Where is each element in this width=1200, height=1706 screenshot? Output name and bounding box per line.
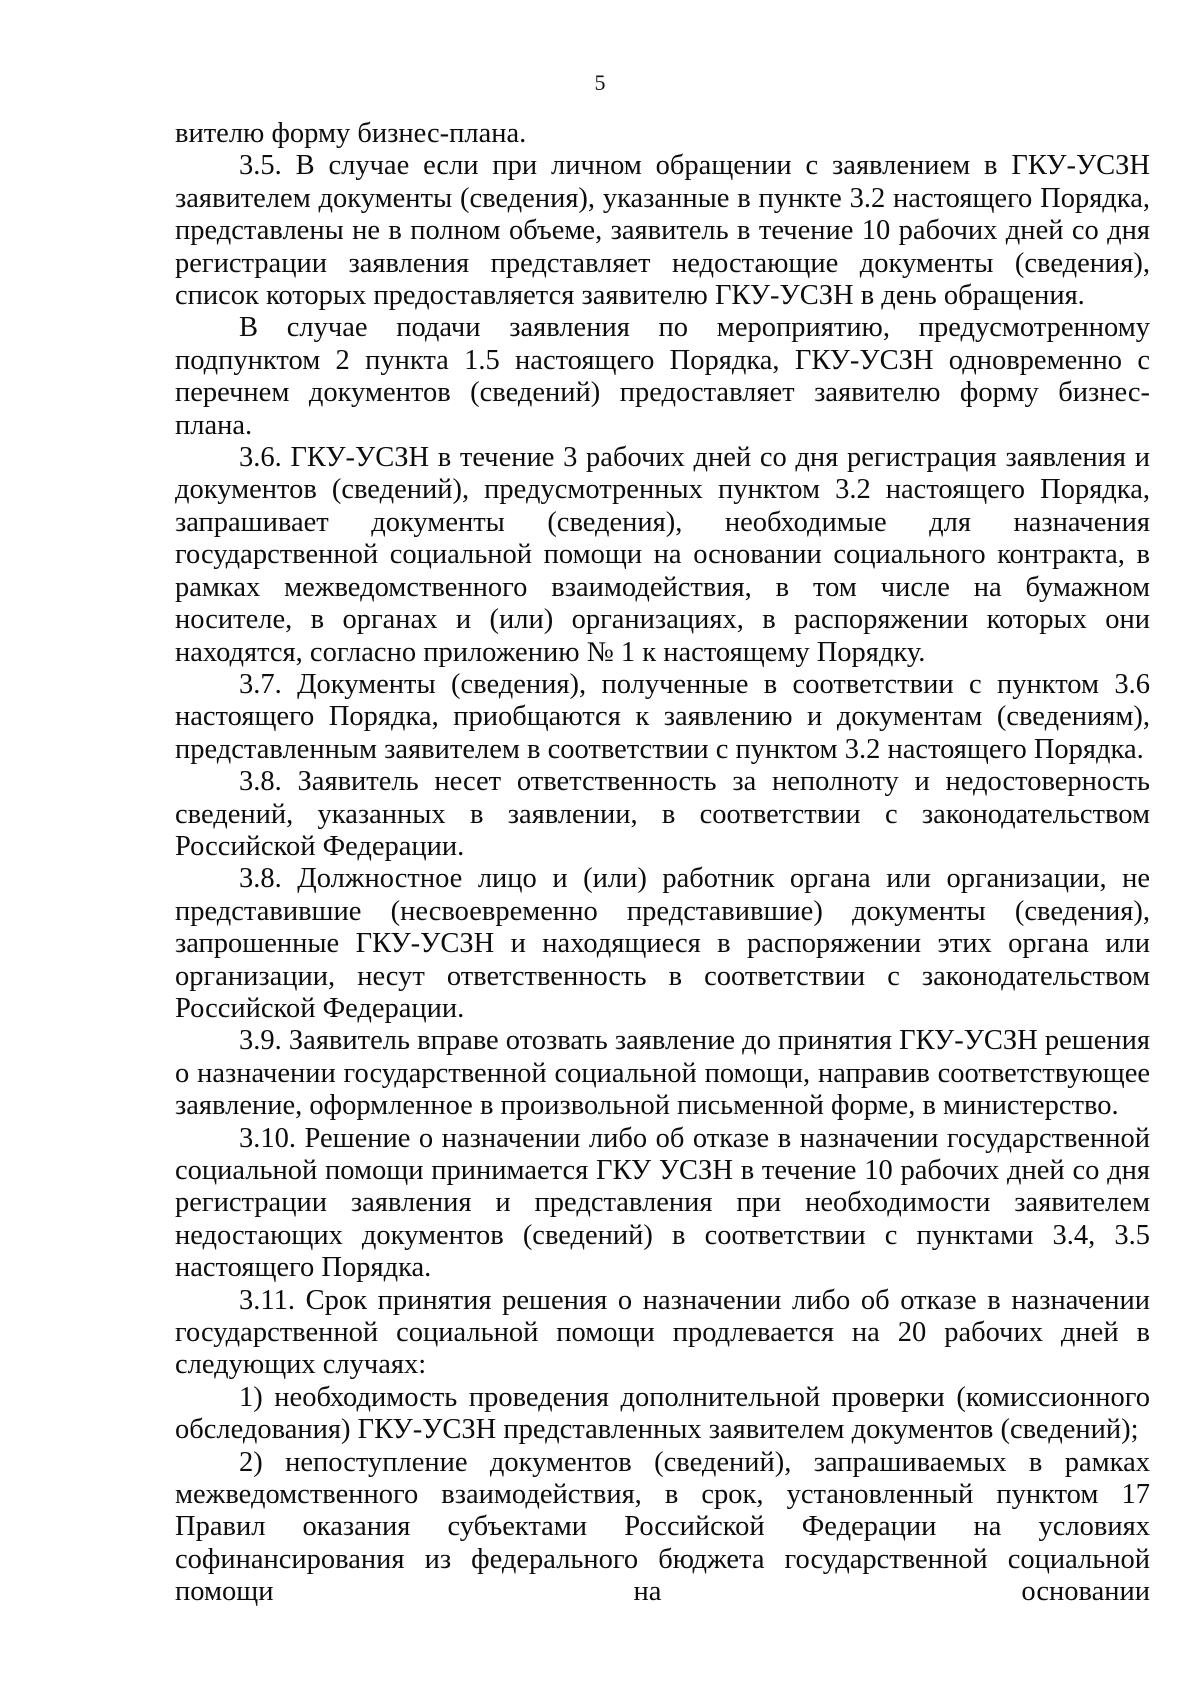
page-number: 5 <box>594 70 606 95</box>
paragraph: 3.11. Срок принятия решения о назначении либо об отказе в назначении государственной социальной помощи продлевается на 20 рабочих дней в следующих случаях: <box>175 1284 1150 1381</box>
paragraph: 1) необходимость проведения дополнительной проверки (комиссионного обследования) ГКУ-УСЗН представленных заявителем документов (сведений); <box>175 1381 1150 1446</box>
paragraph: 3.10. Решение о назначении либо об отказе в назначении государственной социальной помощи принимается ГКУ УСЗН в течение 10 рабочих дней со дня регистрации заявления и представления при необходимости заявителем недостающих документов (сведений) в соответствии с пунктами 3.4, 3.5 настоящего Порядка. <box>175 1122 1150 1284</box>
paragraph: 2) непоступление документов (сведений), запрашиваемых в рамках межведомственного взаимодействия, в срок, установленный пунктом 17 Правил оказания субъектами Российской Федерации на условиях софинансирования из федерального бюджета государственной социальной помощи на основании <box>175 1446 1150 1608</box>
paragraph: 3.7. Документы (сведения), полученные в соответствии с пунктом 3.6 настоящего Порядка, приобщаются к заявлению и документам (сведениям), представленным заявителем в соответствии с пунктом 3.2 настоящего Порядка. <box>175 668 1150 765</box>
paragraph: 3.8. Заявитель несет ответственность за неполноту и недостоверность сведений, указанных в заявлении, в соответствии с законодательством Российской Федерации. <box>175 766 1150 862</box>
paragraph: 3.6. ГКУ-УСЗН в течение 3 рабочих дней со дня регистрация заявления и документов (сведений), предусмотренных пунктом 3.2 настоящего Порядка, запрашивает документы (сведения), необходимые для назначения государственной социальной помощи на основании социального контракта, в рамках межведомственного взаимодействия, в том числе на бумажном носителе, в органах и (или) организациях, в распоряжении которых они находятся, согласно приложению № 1 к настоящему Порядку. <box>175 442 1150 668</box>
paragraph: 3.5. В случае если при личном обращении с заявлением в ГКУ-УСЗН заявителем документы (сведения), указанные в пункте 3.2 настоящего Порядка, представлены не в полном объеме, заявитель в течение 10 рабочих дней со дня регистрации заявления представляет недостающие документы (сведения), список которых предоставляется заявителю ГКУ-УСЗН в день обращения. <box>175 150 1150 312</box>
paragraph: В случае подачи заявления по мероприятию, предусмотренному подпунктом 2 пункта 1.5 настоящего Порядка, ГКУ-УСЗН одновременно с перечнем документов (сведений) предоставляет заявителю форму бизнес-плана. <box>175 312 1150 441</box>
paragraph: вителю форму бизнес-плана. <box>175 118 527 149</box>
paragraph: 3.9. Заявитель вправе отозвать заявление до принятия ГКУ-УСЗН решения о назначении государственной социальной помощи, направив соответствующее заявление, оформленное в произвольной письменной форме, в министерство. <box>175 1025 1150 1122</box>
paragraph: 3.8. Должностное лицо и (или) работник органа или организации, не представившие (несвоевременно представившие) документы (сведения), запрошенные ГКУ-УСЗН и находящиеся в распоряжении этих органа или организации, несут ответственность в соответствии с законодательством Российской Федерации. <box>175 863 1150 1024</box>
document-body <box>175 118 1150 1609</box>
